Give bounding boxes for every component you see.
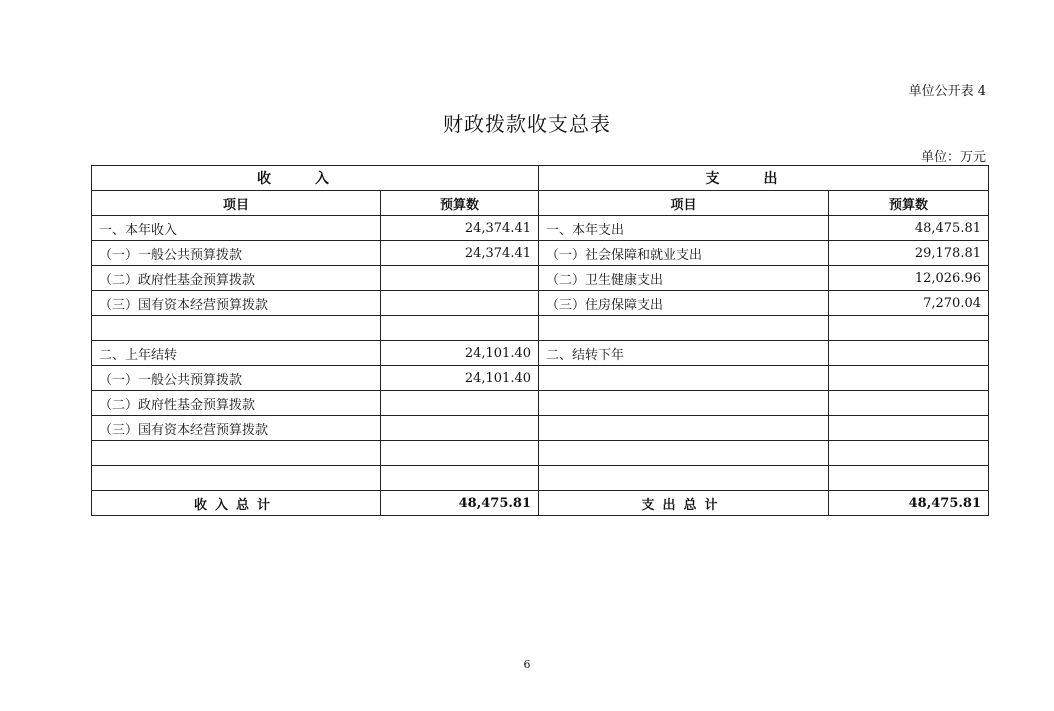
expense-total-label: 支出总计: [539, 491, 829, 516]
total-row: [92, 491, 989, 516]
expense-item: [539, 366, 829, 391]
table-row: [92, 391, 989, 416]
income-item: [92, 316, 381, 341]
expense-item: （三）住房保障支出: [539, 291, 829, 316]
income-item: （二）政府性基金预算拨款: [92, 391, 381, 416]
income-value: 24,101.40: [381, 341, 539, 366]
table-row: [92, 341, 989, 366]
income-total-value: 48,475.81: [381, 491, 539, 516]
expense-item: [539, 466, 829, 491]
expense-item: （一）社会保障和就业支出: [539, 241, 829, 266]
income-item: （一）一般公共预算拨款: [92, 366, 381, 391]
expense-value: 7,270.04: [829, 291, 989, 316]
table-number: 单位公开表 4: [908, 84, 986, 99]
expense-value: [829, 366, 989, 391]
expense-item: [539, 441, 829, 466]
expense-item: [539, 316, 829, 341]
unit-label: 单位：万元: [920, 150, 986, 165]
expense-item: 一、本年支出: [539, 216, 829, 241]
income-value: [381, 441, 539, 466]
budget-table: [91, 165, 989, 516]
expense-total-value: 48,475.81: [829, 491, 989, 516]
expense-value: [829, 416, 989, 441]
income-header: 收入: [92, 166, 539, 191]
section-header-row: [92, 166, 989, 191]
income-item: （二）政府性基金预算拨款: [92, 266, 381, 291]
income-item: （一）一般公共预算拨款: [92, 241, 381, 266]
expense-value: 12,026.96: [829, 266, 989, 291]
table-row: [92, 266, 989, 291]
income-total-label: 收入总计: [92, 491, 381, 516]
expense-value: [829, 441, 989, 466]
table-row: [92, 466, 989, 491]
table-row: [92, 241, 989, 266]
income-item: （三）国有资本经营预算拨款: [92, 416, 381, 441]
income-item: [92, 441, 381, 466]
expense-value: 48,475.81: [829, 216, 989, 241]
expense-item-header: 项目: [539, 191, 829, 216]
expense-item: [539, 416, 829, 441]
income-value: [381, 291, 539, 316]
table-row: [92, 316, 989, 341]
table-row: [92, 441, 989, 466]
expense-budget-header: 预算数: [829, 191, 989, 216]
expense-value: [829, 341, 989, 366]
column-header-row: [92, 191, 989, 216]
income-value: [381, 416, 539, 441]
table-row: [92, 366, 989, 391]
expense-item: 二、结转下年: [539, 341, 829, 366]
income-value: 24,374.41: [381, 216, 539, 241]
table-row: [92, 216, 989, 241]
table-row: [92, 416, 989, 441]
income-item: 二、上年结转: [92, 341, 381, 366]
income-value: [381, 466, 539, 491]
expense-value: 29,178.81: [829, 241, 989, 266]
page-title: 财政拨款收支总表: [443, 112, 611, 136]
income-value: 24,101.40: [381, 366, 539, 391]
expense-header: 支出: [539, 166, 989, 191]
income-budget-header: 预算数: [381, 191, 539, 216]
income-value: 24,374.41: [381, 241, 539, 266]
income-item: 一、本年收入: [92, 216, 381, 241]
income-item-header: 项目: [92, 191, 381, 216]
income-item: （三）国有资本经营预算拨款: [92, 291, 381, 316]
expense-value: [829, 466, 989, 491]
table-row: [92, 291, 989, 316]
income-value: [381, 316, 539, 341]
expense-item: （二）卫生健康支出: [539, 266, 829, 291]
income-value: [381, 266, 539, 291]
expense-value: [829, 316, 989, 341]
expense-value: [829, 391, 989, 416]
expense-item: [539, 391, 829, 416]
income-item: [92, 466, 381, 491]
income-value: [381, 391, 539, 416]
page-number: 6: [523, 658, 531, 671]
